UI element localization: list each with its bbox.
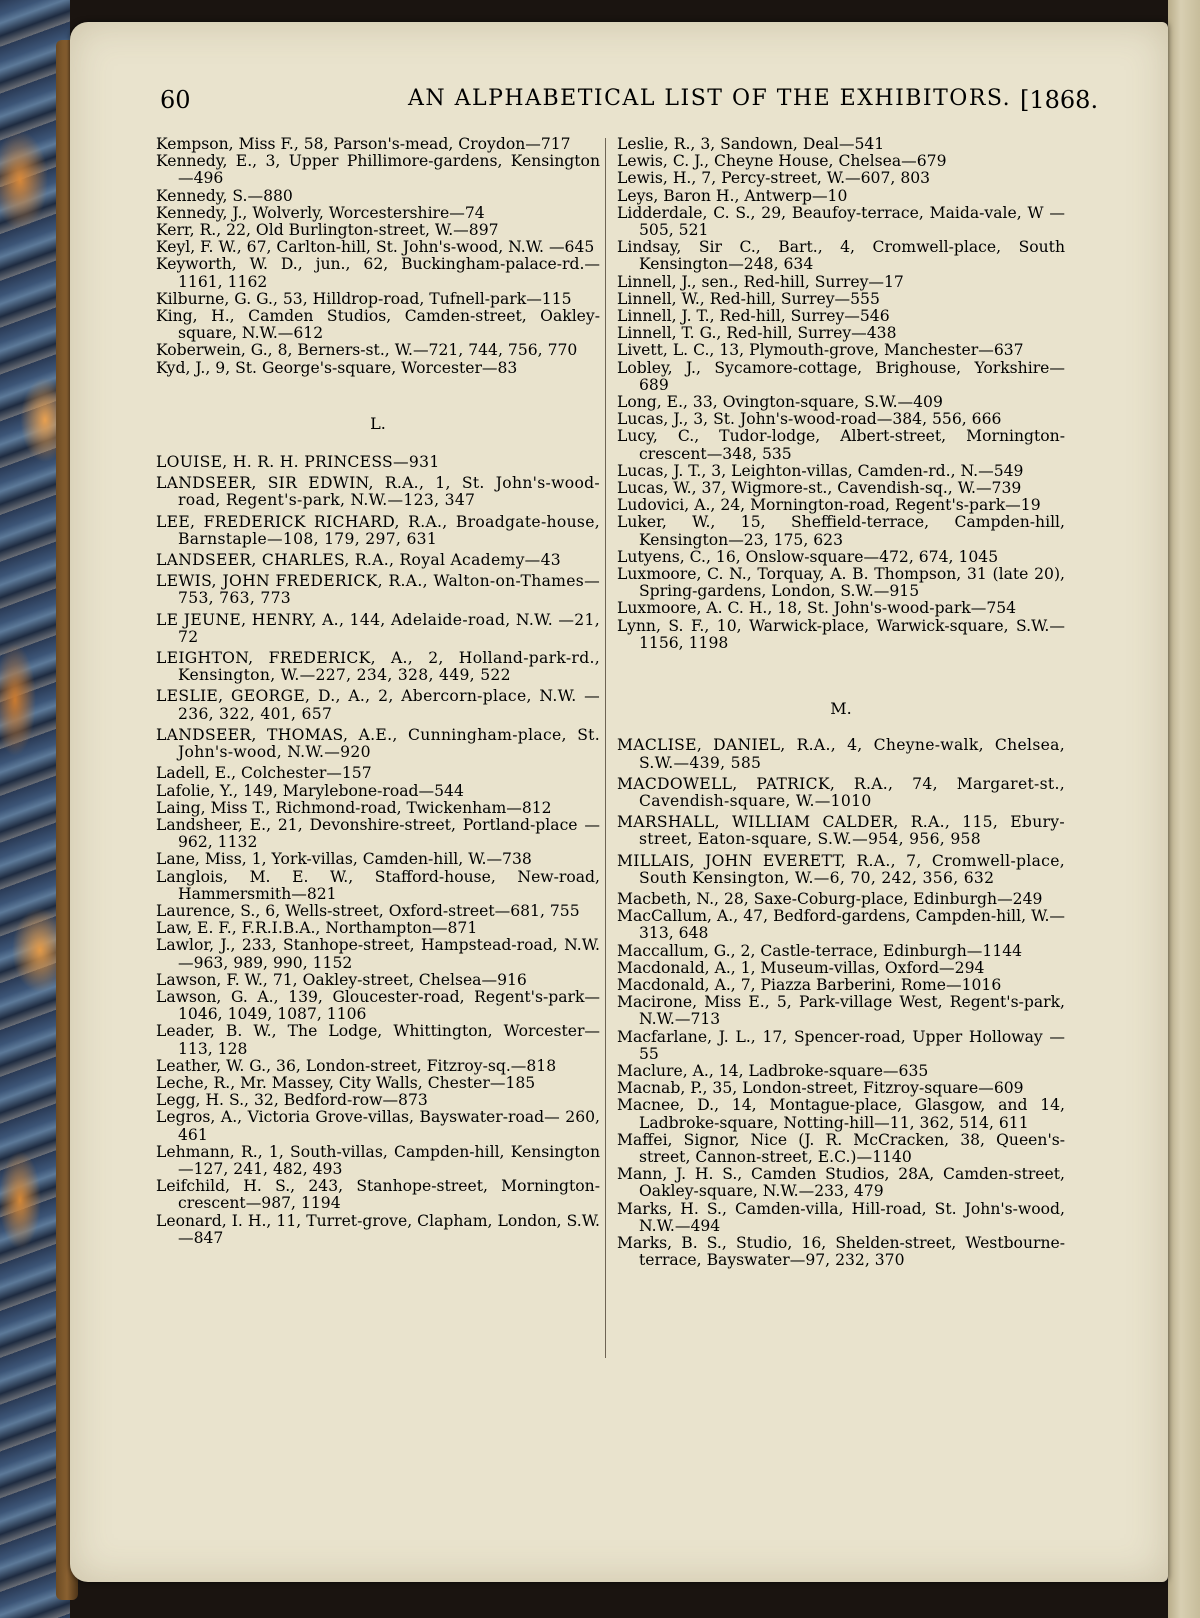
list-item: Marks, H. S., Camden-villa, Hill-road, St. John's-wood, N.W.—494 <box>617 1199 1065 1235</box>
list-item: Lutyens, C., 16, Onslow-square—472, 674, 1045 <box>617 547 999 566</box>
list-item: Langlois, M. E. W., Stafford-house, New-road, Hammersmith—821 <box>156 867 600 903</box>
list-item: Kilburne, G. G., 53, Hilldrop-road, Tufnell-park—115 <box>156 289 572 308</box>
list-item: Lucas, W., 37, Wigmore-st., Cavendish-sq., W.—739 <box>617 479 1022 498</box>
list-item: LEIGHTON, FREDERICK, A., 2, Holland-park-rd., Kensington, W.—227, 234, 328, 449, 522 <box>156 649 600 685</box>
list-item: Koberwein, G., 8, Berners-st., W.—721, 744, 756, 770 <box>156 341 578 360</box>
running-title: AN ALPHABETICAL LIST OF THE EXHIBITORS. <box>408 86 1012 111</box>
list-item: King, H., Camden Studios, Camden-street, Oakley-square, N.W.—612 <box>156 307 600 343</box>
list-item: Maccallum, G., 2, Castle-terrace, Edinburgh—1144 <box>617 941 1023 960</box>
list-item: Leader, B. W., The Lodge, Whittington, Worcester— 113, 128 <box>156 1022 600 1058</box>
right-column <box>617 136 1065 1269</box>
section-heading-m: M. <box>830 699 852 719</box>
list-item: Maclure, A., 14, Ladbroke-square—635 <box>617 1061 929 1080</box>
list-item: Laing, Miss T., Richmond-road, Twickenham—812 <box>156 798 552 817</box>
l-entries-list <box>156 765 600 1247</box>
list-item: Law, E. F., F.R.I.B.A., Northampton—871 <box>156 919 478 938</box>
l-entries-continued-list <box>617 136 1065 652</box>
list-item: Laurence, S., 6, Wells-street, Oxford-street—681, 755 <box>156 901 580 920</box>
adjacent-page-edge <box>1168 0 1200 1618</box>
section-heading-l: L. <box>370 413 386 433</box>
list-item: Lucas, J. T., 3, Leighton-villas, Camden-rd., N.—549 <box>617 461 1024 480</box>
list-item: Macnee, D., 14, Montague-place, Glasgow, and 14, Ladbroke-square, Notting-hill—11, 362, 514, 611 <box>617 1096 1065 1132</box>
list-item: Lawson, G. A., 139, Gloucester-road, Regent's-park— 1046, 1049, 1087, 1106 <box>156 987 600 1024</box>
list-item: Lucas, J., 3, St. John's-wood-road—384, 556, 666 <box>617 410 1002 429</box>
list-item: Luxmoore, C. N., Torquay, A. B. Thompson, 31 (late 20), Spring-gardens, London, S.W.—915 <box>617 565 1065 601</box>
list-item: Leather, W. G., 36, London-street, Fitzroy-sq.—818 <box>156 1056 557 1075</box>
list-item: MACDOWELL, PATRICK, R.A., 74, Margaret-st., Cavendish-square, W.—1010 <box>617 774 1065 810</box>
list-item: LANDSEER, THOMAS, A.E., Cunningham-place, St. John's-wood, N.W.—920 <box>156 725 600 762</box>
list-item: Ludovici, A., 24, Mornington-road, Regent's-park—19 <box>617 496 1041 515</box>
list-item: Maffei, Signor, Nice (J. R. McCracken, 38, Queen's-street, Cannon-street, E.C.)—1140 <box>617 1130 1065 1166</box>
list-item: Lidderdale, C. S., 29, Beaufoy-terrace, Maida-vale, W —505, 521 <box>617 203 1065 240</box>
list-item: Macdonald, A., 7, Piazza Barberini, Rome—1016 <box>617 975 1002 994</box>
list-item: Linnell, J., sen., Red-hill, Surrey—17 <box>617 272 904 291</box>
list-item: LANDSEER, SIR EDWIN, R.A., 1, St. John's-wood-road, Regent's-park, N.W.—123, 347 <box>156 474 600 510</box>
list-item: Lehmann, R., 1, South-villas, Campden-hill, Kensington—127, 241, 482, 493 <box>156 1142 600 1178</box>
list-item: Landsheer, E., 21, Devonshire-street, Portland-place —962, 1132 <box>156 815 600 852</box>
list-item: Legros, A., Victoria Grove-villas, Bayswater-road— 260, 461 <box>156 1108 600 1144</box>
list-item: Macbeth, N., 28, Saxe-Coburg-place, Edinburgh—249 <box>617 889 1043 908</box>
list-item: Luker, W., 15, Sheffield-terrace, Campden-hill, Kensington—23, 175, 623 <box>617 513 1065 549</box>
list-item: Kerr, R., 22, Old Burlington-street, W.—897 <box>156 221 499 240</box>
list-item: Mann, J. H. S., Camden Studios, 28A, Camden-street, Oakley-square, N.W.—233, 479 <box>617 1165 1065 1201</box>
list-item: Livett, L. C., 13, Plymouth-grove, Manchester—637 <box>617 341 1024 360</box>
list-item: LESLIE, GEORGE, D., A., 2, Abercorn-place, N.W. —236, 322, 401, 657 <box>156 687 600 723</box>
list-item: Leslie, R., 3, Sandown, Deal—541 <box>617 135 885 153</box>
list-item: Leche, R., Mr. Massey, City Walls, Chester—185 <box>156 1073 536 1092</box>
list-item: Marks, B. S., Studio, 16, Shelden-street, Westbourne-terrace, Bayswater—97, 232, 370 <box>617 1233 1065 1270</box>
list-item: Kennedy, S.—880 <box>156 186 293 205</box>
list-item: LEWIS, JOHN FREDERICK, R.A., Walton-on-Thames—753, 763, 773 <box>156 572 600 608</box>
list-item: Linnell, T. G., Red-hill, Surrey—438 <box>617 324 897 343</box>
list-item: Lawlor, J., 233, Stanhope-street, Hampstead-road, N.W.—963, 989, 990, 1152 <box>156 936 600 972</box>
list-item: MACLISE, DANIEL, R.A., 4, Cheyne-walk, Chelsea, S.W.—439, 585 <box>617 736 1065 772</box>
left-column <box>156 136 600 1247</box>
list-item: LE JEUNE, HENRY, A., 144, Adelaide-road, N.W. —21, 72 <box>156 610 600 646</box>
k-entries-list <box>156 136 600 377</box>
list-item: Leonard, I. H., 11, Turret-grove, Clapham, London, S.W.—847 <box>156 1211 600 1247</box>
page-header <box>160 86 1150 126</box>
list-item: LANDSEER, CHARLES, R.A., Royal Academy—43 <box>156 551 562 570</box>
m-entries-list <box>617 891 1065 1269</box>
list-item: Lucy, C., Tudor-lodge, Albert-street, Mornington-crescent—348, 535 <box>617 427 1065 463</box>
l-academicians-list <box>156 454 600 761</box>
list-item: Macdonald, A., 1, Museum-villas, Oxford—294 <box>617 958 985 977</box>
list-item: LEE, FREDERICK RICHARD, R.A., Broadgate-house, Barnstaple—108, 179, 297, 631 <box>156 512 600 548</box>
list-item: Kennedy, E., 3, Upper Phillimore-gardens, Kensington —496 <box>156 152 600 188</box>
list-item: Kyd, J., 9, St. George's-square, Worcester—83 <box>156 358 518 377</box>
list-item: Linnell, W., Red-hill, Surrey—555 <box>617 289 880 308</box>
list-item: Lynn, S. F., 10, Warwick-place, Warwick-square, S.W.—1156, 1198 <box>617 616 1065 652</box>
year-label: [1868. <box>1020 86 1099 114</box>
list-item: Keyl, F. W., 67, Carlton-hill, St. John's-wood, N.W. —645 <box>156 238 595 257</box>
list-item: MARSHALL, WILLIAM CALDER, R.A., 115, Ebury-street, Eaton-square, S.W.—954, 956, 958 <box>617 813 1065 849</box>
list-item: Lane, Miss, 1, York-villas, Camden-hill, W.—738 <box>156 850 532 869</box>
list-item: Linnell, J. T., Red-hill, Surrey—546 <box>617 307 890 326</box>
page-number: 60 <box>160 86 191 114</box>
list-item: Macfarlane, J. L., 17, Spencer-road, Upper Holloway —55 <box>617 1027 1065 1063</box>
list-item: Kempson, Miss F., 58, Parson's-mead, Croydon—717 <box>156 135 571 153</box>
list-item: Ladell, E., Colchester—157 <box>156 764 372 783</box>
list-item: LOUISE, H. R. H. PRINCESS—931 <box>156 453 440 472</box>
list-item: Leys, Baron H., Antwerp—10 <box>617 186 848 205</box>
column-divider <box>605 138 606 1358</box>
list-item: Kennedy, J., Wolverly, Worcestershire—74 <box>156 203 485 222</box>
list-item: Leifchild, H. S., 243, Stanhope-street, Mornington-crescent—987, 1194 <box>156 1177 600 1213</box>
m-academicians-list <box>617 737 1065 887</box>
list-item: MILLAIS, JOHN EVERETT, R.A., 7, Cromwell-place, South Kensington, W.—6, 70, 242, 356, 632 <box>617 851 1065 887</box>
list-item: MacCallum, A., 47, Bedford-gardens, Campden-hill, W.—313, 648 <box>617 907 1065 943</box>
list-item: Luxmoore, A. C. H., 18, St. John's-wood-park—754 <box>617 599 1017 618</box>
list-item: Legg, H. S., 32, Bedford-row—873 <box>156 1091 428 1110</box>
list-item: Long, E., 33, Ovington-square, S.W.—409 <box>617 393 943 412</box>
list-item: Keyworth, W. D., jun., 62, Buckingham-palace-rd.— 1161, 1162 <box>156 255 600 291</box>
list-item: Lindsay, Sir C., Bart., 4, Cromwell-place, South Kensington—248, 634 <box>617 238 1065 274</box>
list-item: Macnab, P., 35, London-street, Fitzroy-square—609 <box>617 1079 1024 1098</box>
list-item: Macirone, Miss E., 5, Park-village West, Regent's-park, N.W.—713 <box>617 993 1065 1029</box>
list-item: Lobley, J., Sycamore-cottage, Brighouse, Yorkshire— 689 <box>617 358 1065 394</box>
list-item: Lawson, F. W., 71, Oakley-street, Chelsea—916 <box>156 970 527 989</box>
list-item: Lafolie, Y., 149, Marylebone-road—544 <box>156 781 464 800</box>
list-item: Lewis, C. J., Cheyne House, Chelsea—679 <box>617 152 947 171</box>
list-item: Lewis, H., 7, Percy-street, W.—607, 803 <box>617 169 931 188</box>
